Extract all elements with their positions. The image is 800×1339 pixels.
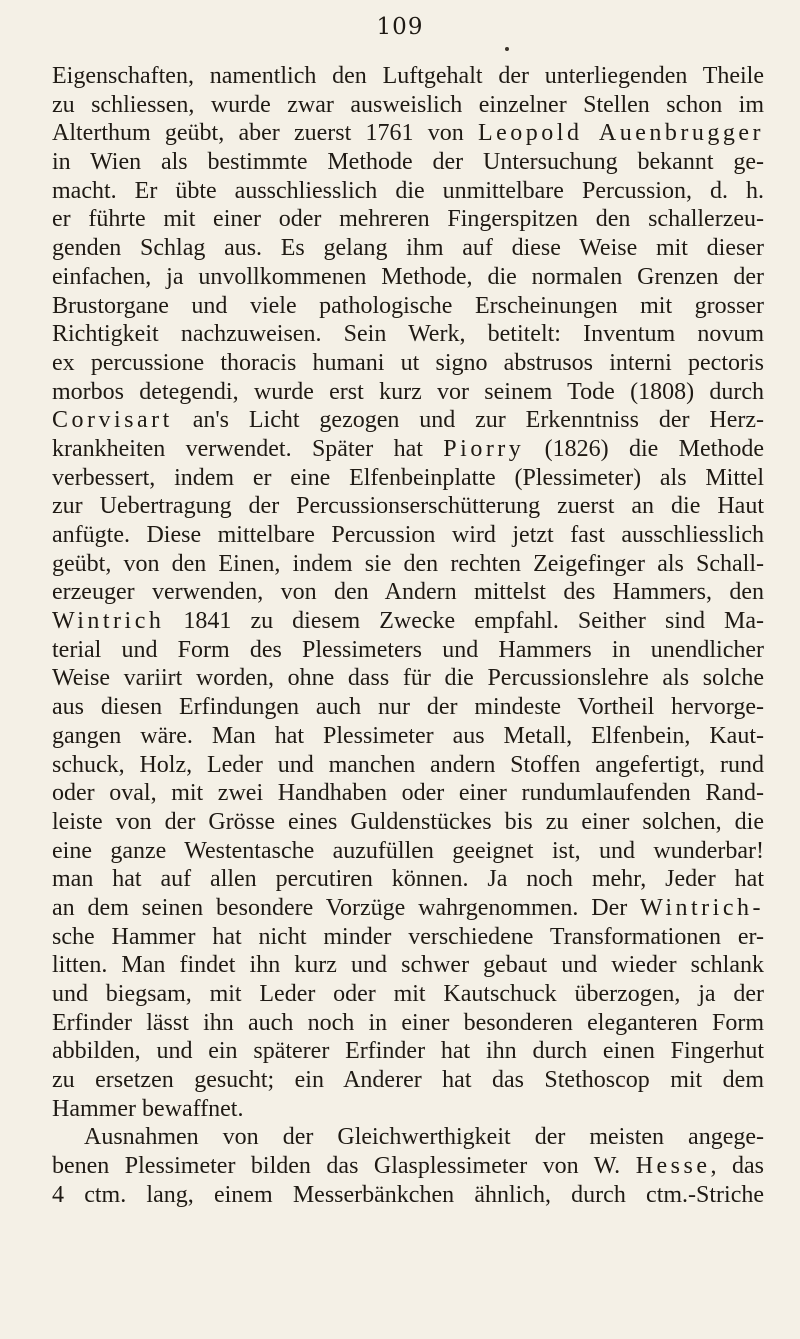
text-line: [52, 578, 764, 607]
spaced-name: Leopold Auenbrugger: [477, 120, 764, 147]
text-segment: oder oval, mit zwei Handhaben oder einer rundumlaufenden Rand-: [52, 780, 764, 807]
text-line: [52, 1152, 764, 1181]
print-speck: [505, 47, 509, 51]
text-segment: gangen wäre. Man hat Plessimeter aus Metall, Elfenbein, Kaut-: [52, 722, 764, 749]
text-line: [52, 177, 764, 206]
text-line: [52, 234, 764, 263]
text-line: [52, 693, 764, 722]
text-segment: an dem seinen besondere Vorzüge wahrgenommen. Der: [52, 894, 641, 921]
text-segment: Brustorgane und viele pathologische Erscheinungen mit grosser: [52, 292, 764, 319]
text-line: [52, 1181, 764, 1210]
text-segment: anfügte. Diese mittelbare Percussion wird jetzt fast ausschliesslich: [52, 522, 764, 548]
text-segment: verbessert, indem er eine Elfenbeinplatte (Plessimeter) als Mittel: [52, 464, 764, 491]
text-segment: litten. Man findet ihn kurz und schwer gebaut und wieder schlank: [52, 952, 764, 979]
text-line: [52, 435, 764, 464]
text-line: [52, 808, 764, 837]
text-segment: zur Uebertragung der Percussionserschütterung zuerst an die Haut: [52, 493, 764, 520]
text-segment: Eigenschaften, namentlich den Luftgehalt der unterliegenden Theile: [52, 63, 764, 89]
text-line: [52, 62, 764, 91]
text-line: [52, 1037, 764, 1066]
text-segment: man hat auf allen percutiren können. Ja noch mehr, Jeder hat: [52, 866, 764, 893]
text-segment: abbilden, und ein späterer Erfinder hat ihn durch einen Fingerhut: [52, 1038, 764, 1065]
text-line: [52, 1009, 764, 1038]
text-segment: in Wien als bestimmte Methode der Untersuchung bekannt ge-: [52, 149, 764, 176]
text-segment: macht. Er übte ausschliesslich die unmittelbare Percussion, d. h.: [52, 177, 764, 204]
text-line: [52, 779, 764, 808]
text-segment: Alterthum geübt, aber zuerst 1761 von: [52, 120, 478, 147]
text-line: [52, 1123, 764, 1152]
text-line: [52, 378, 764, 407]
text-segment: er führte mit einer oder mehreren Fingerspitzen den schallerzeu-: [52, 206, 764, 233]
text-line: [52, 894, 764, 923]
text-line: [52, 406, 764, 435]
text-segment: Erfinder lässt ihn auch noch in einer besonderen eleganteren Form: [52, 1009, 764, 1036]
text-segment: ex percussione thoracis humani ut signo abstrusos interni pectoris: [52, 349, 764, 376]
text-line: [52, 636, 764, 665]
text-segment: zu schliessen, wurde zwar ausweislich einzelner Stellen schon im: [52, 91, 764, 118]
spaced-name: Piorry: [443, 435, 525, 462]
text-line: [52, 1066, 764, 1095]
text-segment: geübt, von den Einen, indem sie den rechten Zeigefinger als Schall-: [52, 550, 764, 577]
text-line: [52, 521, 764, 550]
text-segment: Weise variirt worden, ohne dass für die Percussionslehre als solche: [52, 665, 764, 692]
text-line: [52, 91, 764, 120]
text-segment: Richtigkeit nachzuweisen. Sein Werk, betitelt: Inventum novum: [52, 321, 764, 348]
text-line: [52, 664, 764, 693]
text-line: [52, 263, 764, 292]
spaced-name: Wintrich-: [640, 894, 764, 921]
text-line: [52, 292, 764, 321]
text-segment: erzeuger verwenden, von den Andern mittelst des Hammers, den: [52, 579, 764, 606]
text-segment: Ausnahmen von der Gleichwerthigkeit der meisten angege-: [84, 1124, 764, 1151]
text-segment: terial und Form des Plessimeters und Hammers in unendlicher: [52, 636, 764, 663]
body-text: [52, 62, 764, 1210]
text-line: [52, 320, 764, 349]
text-line: [52, 607, 764, 636]
text-segment: , das: [710, 1153, 764, 1180]
text-line: [52, 751, 764, 780]
text-segment: morbos detegendi, wurde erst kurz vor seinem Tode (1808) durch: [52, 378, 764, 405]
text-segment: und biegsam, mit Leder oder mit Kautschuck überzogen, ja der: [52, 981, 764, 1007]
text-segment: benen Plessimeter bilden das Glasplessimeter von W.: [52, 1153, 636, 1180]
page-number: 109: [376, 14, 424, 40]
text-line: [52, 119, 764, 148]
text-line: [52, 951, 764, 980]
text-line: [52, 550, 764, 579]
text-segment: leiste von der Grösse eines Guldenstückes bis zu einer solchen, die: [52, 808, 764, 835]
text-segment: zu ersetzen gesucht; ein Anderer hat das Stethoscop mit dem: [52, 1067, 764, 1094]
text-segment: Hammer bewaffnet.: [52, 1095, 244, 1122]
text-line: [52, 923, 764, 952]
text-segment: genden Schlag aus. Es gelang ihm auf diese Weise mit dieser: [52, 235, 764, 262]
spaced-name: Corvisart: [52, 407, 173, 434]
text-segment: aus diesen Erfindungen auch nur der mindeste Vortheil hervorge-: [52, 694, 764, 721]
text-segment: 4 ctm. lang, einem Messerbänkchen ähnlich, durch ctm.-Striche: [52, 1181, 764, 1208]
text-segment: sche Hammer hat nicht minder verschiedene Transformationen er-: [52, 923, 764, 950]
text-line: [52, 205, 764, 234]
text-line: [52, 492, 764, 521]
text-line: [52, 722, 764, 751]
text-segment: schuck, Holz, Leder und manchen andern Stoffen angefertigt, rund: [52, 751, 764, 778]
text-line: [52, 148, 764, 177]
text-segment: 1841 zu diesem Zwecke empfahl. Seither sind Ma-: [164, 608, 764, 635]
text-segment: krankheiten verwendet. Später hat: [52, 435, 444, 462]
text-line: [52, 464, 764, 493]
text-segment: (1826) die Methode: [524, 435, 764, 462]
text-line: [52, 837, 764, 866]
text-segment: an's Licht gezogen und zur Erkenntniss der Herz-: [172, 407, 764, 434]
spaced-name: Hesse: [635, 1153, 711, 1180]
spaced-name: Wintrich: [52, 608, 165, 635]
text-line: [52, 1095, 764, 1124]
text-line: [52, 980, 764, 1009]
text-line: [52, 349, 764, 378]
text-line: [52, 865, 764, 894]
text-segment: eine ganze Westentasche auzufüllen geeignet ist, und wunderbar!: [52, 837, 764, 864]
text-segment: einfachen, ja unvollkommenen Methode, die normalen Grenzen der: [52, 263, 764, 290]
